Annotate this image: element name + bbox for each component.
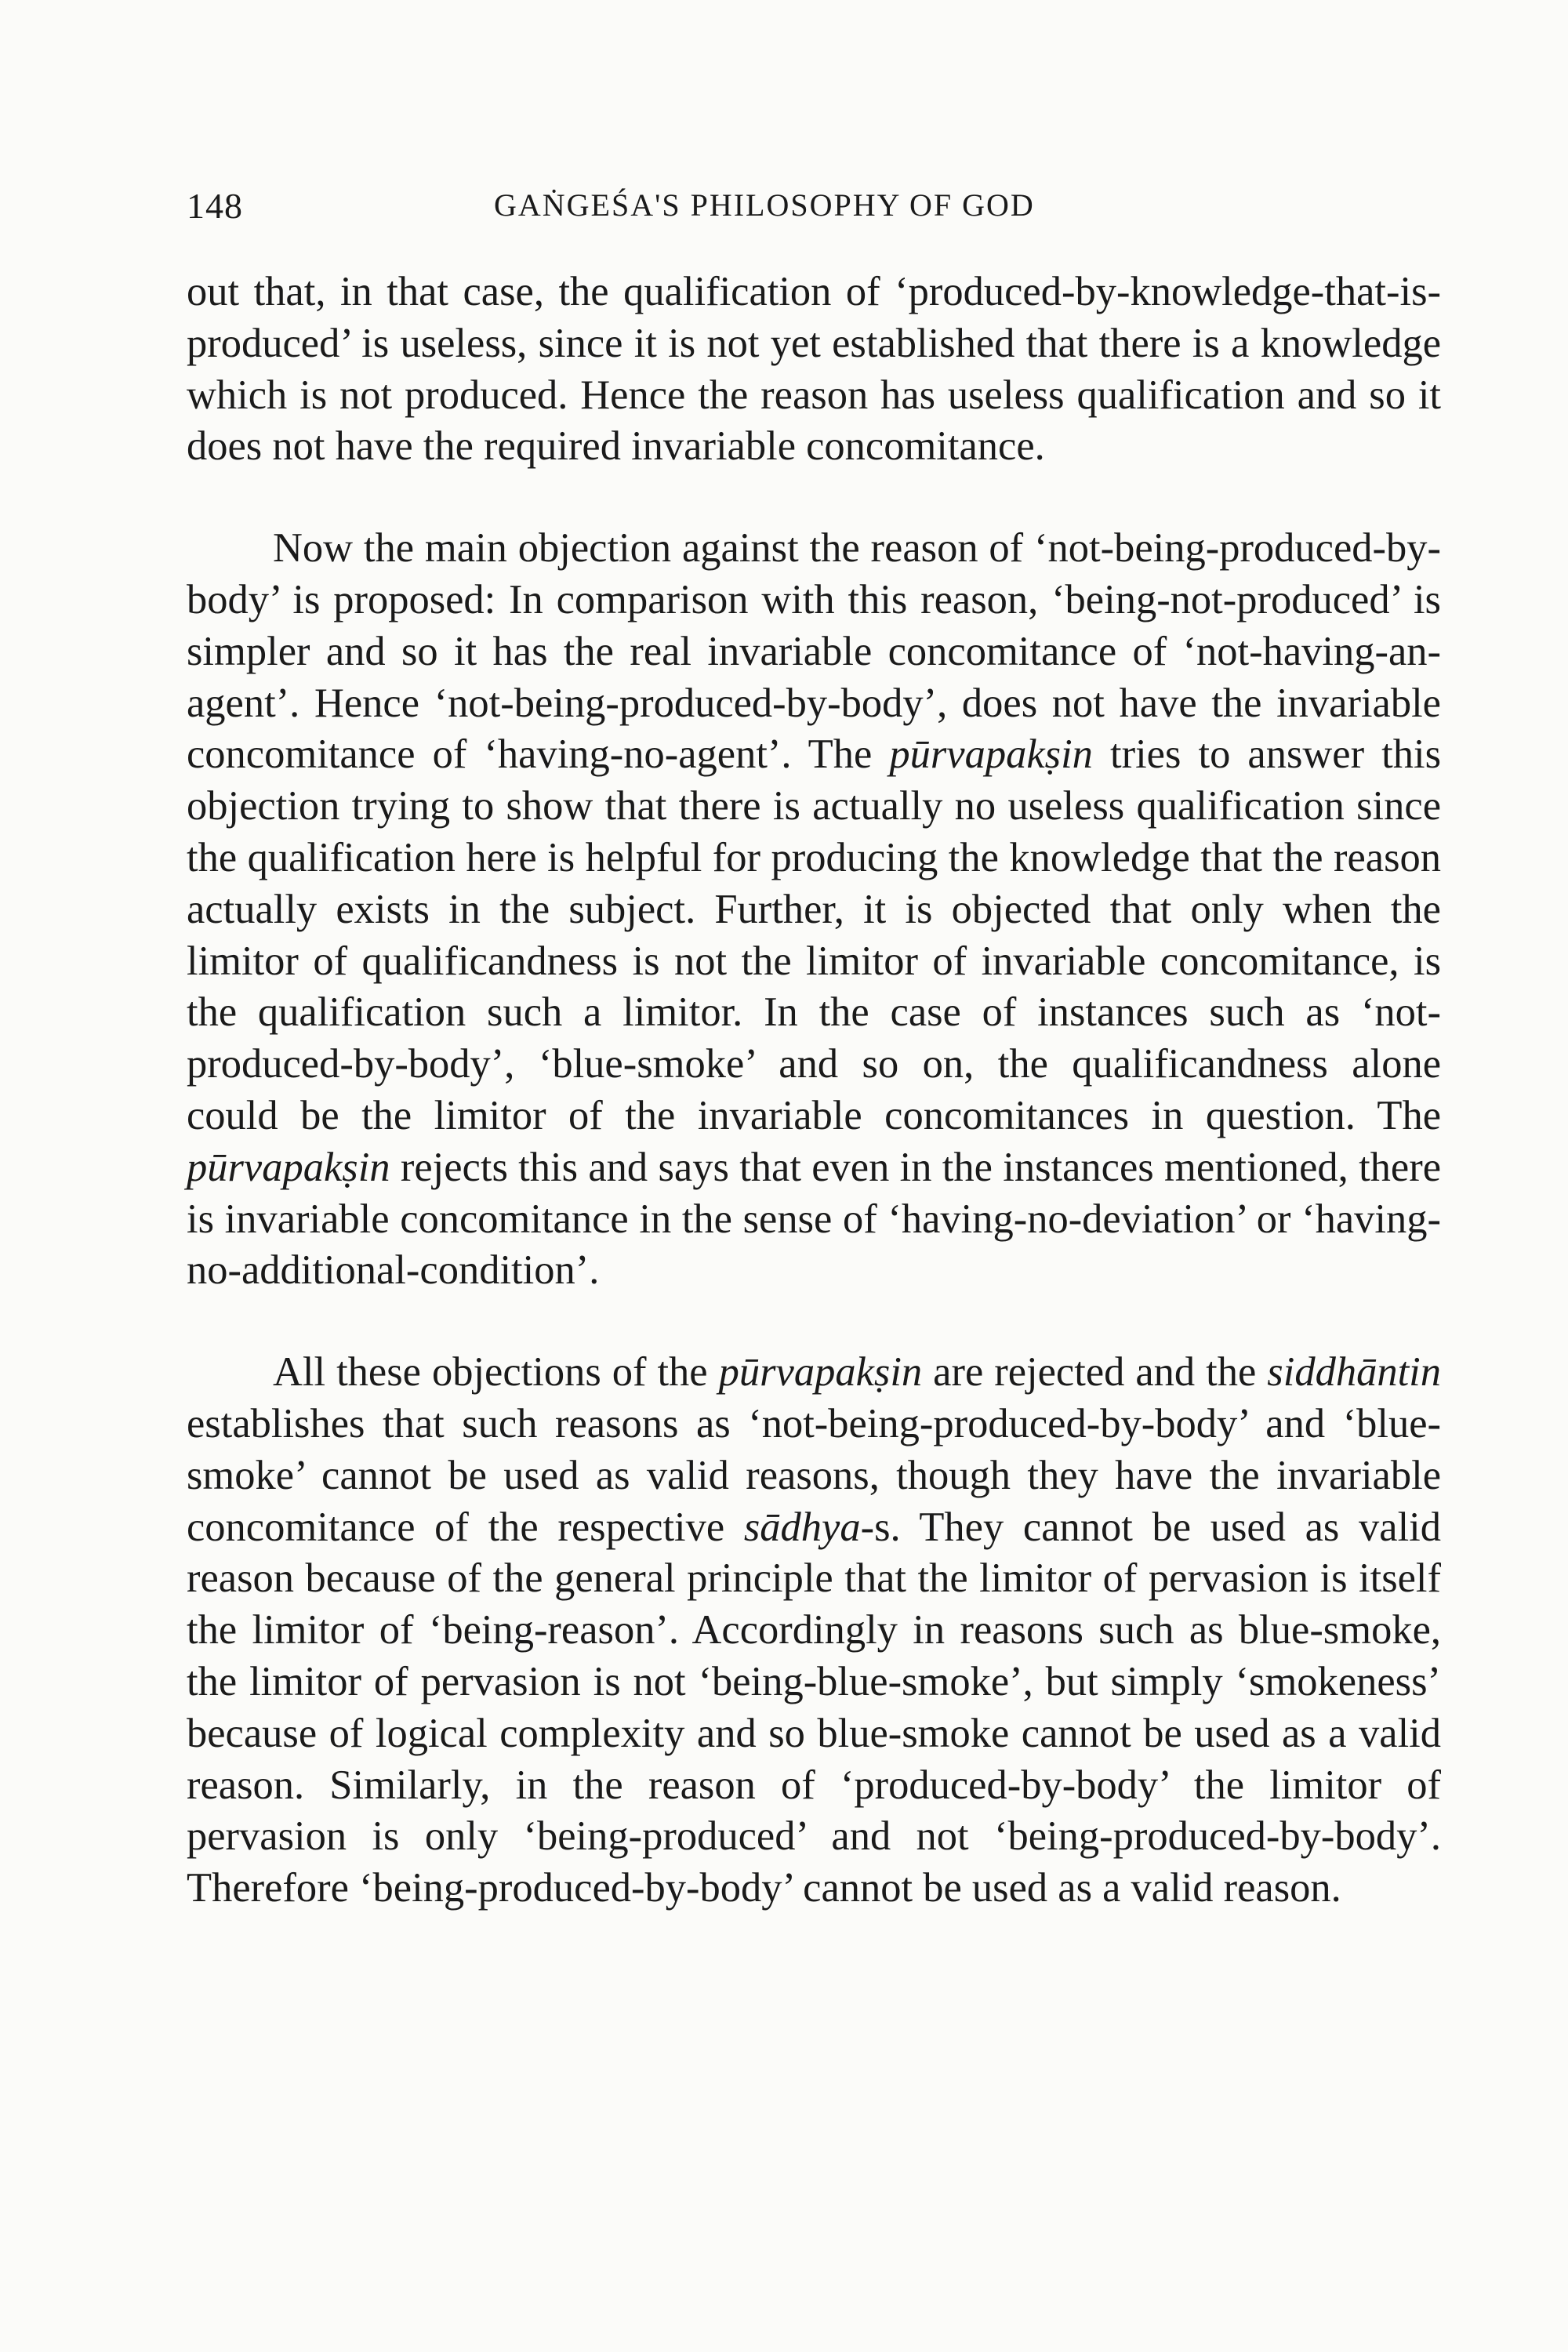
italic-term: pūrvapakṣin [187,1144,390,1190]
paragraph-text: tries to answer this objection trying to show that there is actually no useless qualification since the qualification here is helpful for producing the knowledge that the reason actually exists in the subject. Further, it is objected that only when the limitor of qualificandness is not the limitor of invariable concomitance, is the qualification such a limitor. In the case of instances such as ‘not-produced-by-body’, ‘blue-smoke’ and so on, the qualificandness alone could be the limitor of the invariable concomitances in question. The [187,731,1442,1138]
body-text [187,267,1441,1915]
italic-term: pūrvapakṣin [889,731,1093,778]
paragraph-text: establishes that such reasons as ‘not-being-produced-by-body’ and ‘blue-smoke’ cannot be used as valid reasons, though they have the invariable concomitance of the respective [187,1400,1441,1550]
paragraph-text: All these objections of the [273,1349,719,1396]
paragraph-text: out that, in that case, the qualification of ‘produced-by-knowledge-that-is-produced’ is useless, since it is not yet established that there is a knowledge which is not produced. Hence the reason has useless qualification and so it does not have the required invariable concomitance. [187,269,1441,470]
paragraph-2 [187,523,1441,1297]
paragraph-text: -s. They cannot be used as valid reason because of the general principle that the limitor of pervasion is itself the limitor of ‘being-reason’. Accordingly in reasons such as blue-smoke, the limitor of pervasion is not ‘being-blue-smoke’, but simply ‘smokeness’ because of logical complexity and so blue-smoke cannot be used as a valid reason. Similarly, in the reason of ‘produced-by-body’ the limitor of pervasion is only ‘being-produced’ and not ‘being-produced-by-body’. Therefore ‘being-produced-by-body’ cannot be used as a valid reason. [187,1504,1441,1911]
italic-term: sādhya [743,1504,861,1550]
paragraph-3 [187,1347,1441,1915]
italic-term: pūrvapakṣin [718,1349,923,1396]
running-head: GAṄGEŚA'S PHILOSOPHY OF GOD [494,187,1035,223]
paragraph-1 [187,267,1441,473]
page-header [187,185,1441,248]
paragraph-text: rejects this and says that even in the instances mentioned, there is invariable concomitance in the sense of ‘having-no-deviation’ or ‘having-no-additional-condition’. [187,1144,1441,1294]
italic-term: siddhāntin [1267,1349,1441,1396]
paragraph-text: Now the main objection against the reason of ‘not-being-produced-by-body’ is proposed: In comparison with this reason, ‘being-not-produced’ is simpler and so it has the real invariable concomitance of ‘not-having-an-agent’. Hence ‘not-being-produced-by-body’, does not have the invariable concomitance of ‘having-no-agent’. The [187,525,1441,778]
paragraph-text: are rejected and the [922,1349,1268,1396]
book-page [187,185,1441,1915]
page-number: 148 [187,186,243,226]
